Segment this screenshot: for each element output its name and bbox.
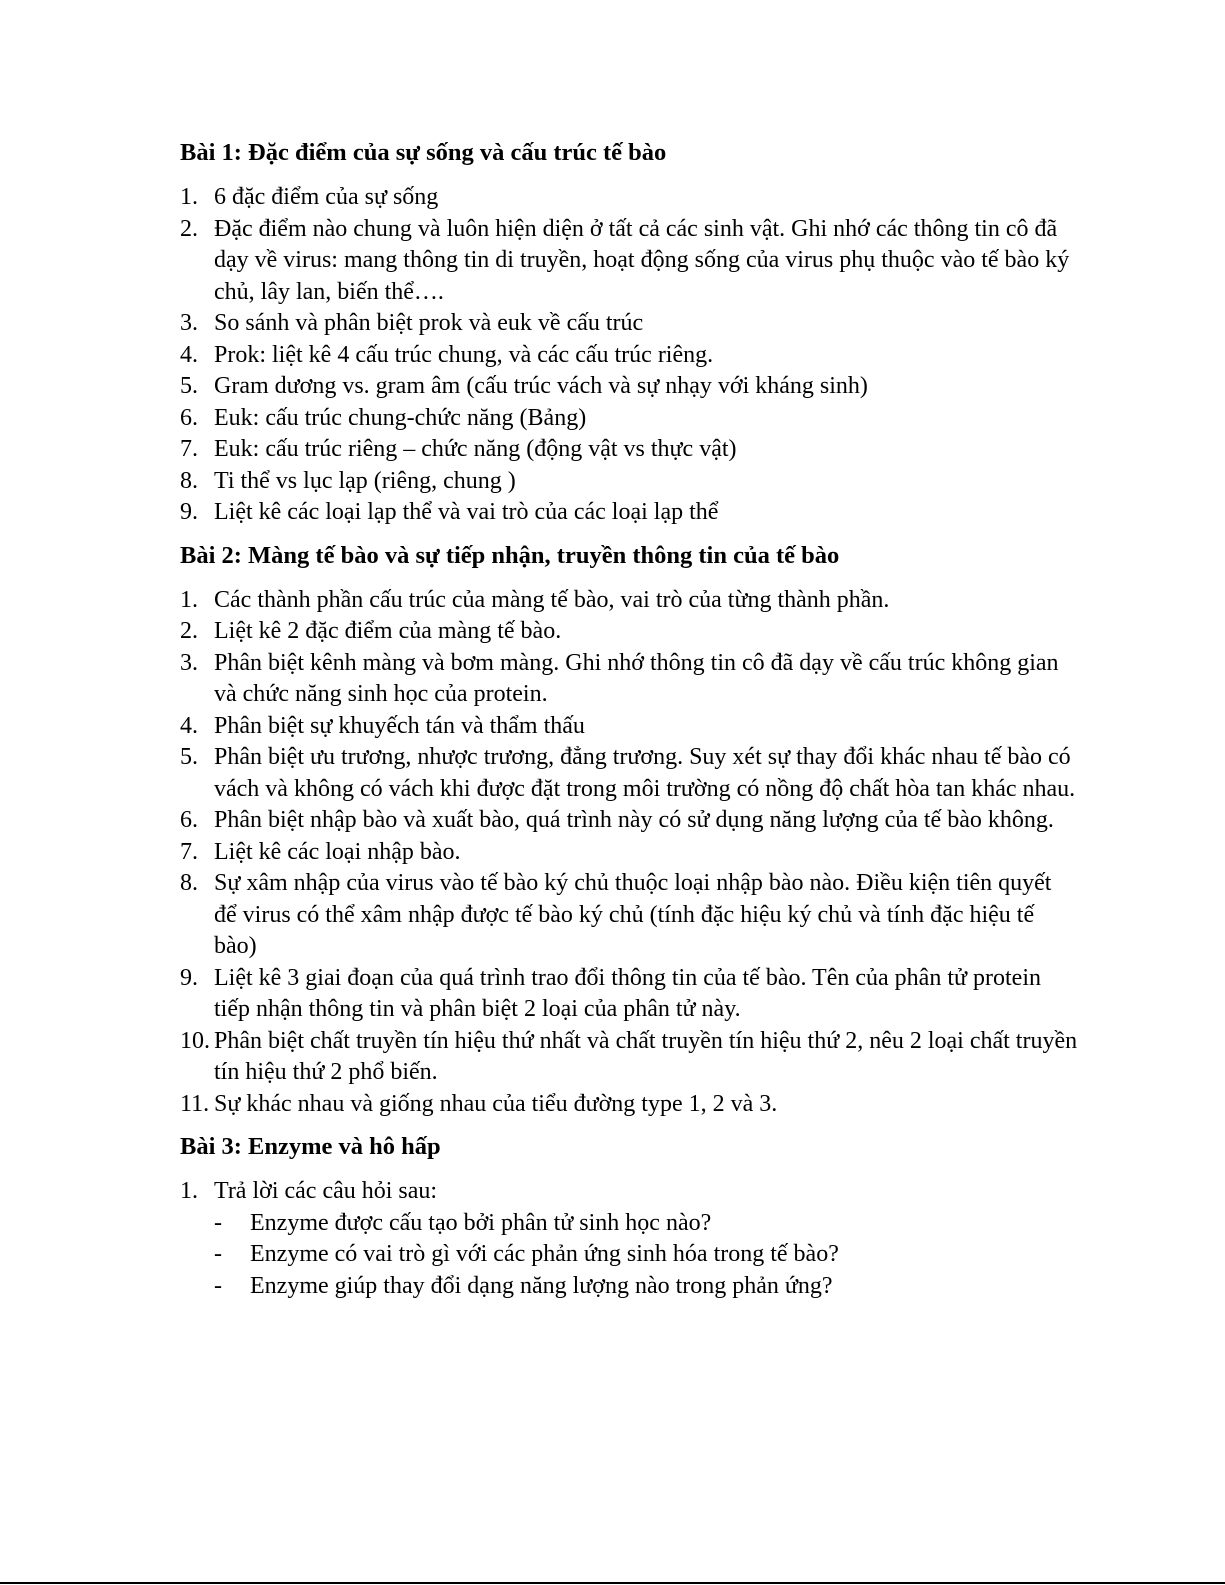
list-item [180, 805, 1080, 837]
section-2-title: Bài 2: Màng tế bào và sự tiếp nhận, truyền thông tin của tế bào [180, 541, 840, 569]
item-text: Gram dương vs. gram âm (cấu trúc vách và sự nhạy với kháng sinh) [214, 373, 868, 399]
sublist-item [214, 1208, 1080, 1240]
list-item [180, 182, 1080, 214]
list-item [180, 868, 1080, 963]
dash-bullet: - [214, 1209, 222, 1236]
list-item [180, 1026, 1080, 1089]
sublist-item-text: Enzyme có vai trò gì với các phản ứng sinh hóa trong tế bào? [250, 1241, 839, 1267]
list-item [180, 340, 1080, 372]
section-1-list [180, 182, 1080, 529]
list-item [180, 585, 1080, 617]
item-number: 1. [180, 586, 198, 613]
section-3-list [180, 1176, 1080, 1302]
item-number: 6. [180, 404, 198, 431]
sublist-item [214, 1239, 1080, 1271]
item-text: Prok: liệt kê 4 cấu trúc chung, và các cấu trúc riêng. [214, 341, 714, 368]
item-number: 1. [180, 1178, 198, 1204]
item-text: Liệt kê các loại lạp thể và vai trò của các loại lạp thể [214, 499, 719, 525]
list-item [180, 214, 1080, 309]
item-text: Đặc điểm nào chung và luôn hiện diện ở tất cả các sinh vật. Ghi nhớ các thông tin cô đã dạy về virus: mang thông tin di truyền, hoạt động sống của virus phụ thuộc vào tế bào ký chủ, lây lan, biến thể…. [214, 215, 1070, 305]
item-number: 8. [180, 467, 198, 494]
list-item [180, 742, 1080, 805]
list-item [180, 308, 1080, 340]
list-item [180, 497, 1080, 529]
dash-bullet: - [214, 1241, 222, 1267]
sublist-item [214, 1271, 1080, 1303]
item-text: Sự khác nhau và giống nhau của tiểu đường type 1, 2 và 3. [214, 1090, 778, 1117]
item-number: 8. [180, 870, 198, 896]
item-text: Euk: cấu trúc chung-chức năng (Bảng) [214, 404, 587, 431]
item-number: 3. [180, 649, 198, 676]
list-item [180, 616, 1080, 648]
item-number: 6. [180, 807, 198, 833]
item-number: 2. [180, 215, 198, 242]
list-item [180, 403, 1080, 435]
item-text: Phân biệt kênh màng và bơm màng. Ghi nhớ thông tin cô đã dạy về cấu trúc không gian và chức năng sinh học của protein. [214, 649, 1059, 707]
dash-bullet: - [214, 1272, 222, 1299]
section-1-title: Bài 1: Đặc điểm của sự sống và cấu trúc tế bào [180, 139, 667, 166]
list-item [180, 1089, 1080, 1121]
item-text: Liệt kê các loại nhập bào. [214, 838, 461, 865]
item-number: 4. [180, 341, 198, 368]
item-text: Euk: cấu trúc riêng – chức năng (động vật vs thực vật) [214, 436, 737, 462]
item-text: Ti thể vs lục lạp (riêng, chung ) [214, 467, 516, 494]
item-text: 6 đặc điểm của sự sống [214, 184, 439, 210]
item-text: Liệt kê 2 đặc điểm của màng tế bào. [214, 618, 562, 644]
list-item [180, 963, 1080, 1026]
list-item [180, 837, 1080, 869]
item-number: 7. [180, 436, 198, 462]
item-number: 5. [180, 744, 198, 770]
item-text: Phân biệt ưu trương, nhược trương, đẳng trương. Suy xét sự thay đổi khác nhau tế bào có vách và không có vách khi được đặt trong môi trường có nồng độ chất hòa tan khác nhau. [214, 744, 1076, 802]
list-item [180, 648, 1080, 711]
item-number: 2. [180, 618, 198, 644]
item-text: Phân biệt sự khuyếch tán và thẩm thấu [214, 712, 585, 739]
item-text: Phân biệt nhập bào và xuất bào, quá trình này có sử dụng năng lượng của tế bào không. [214, 807, 1054, 833]
list-item [180, 371, 1080, 403]
item-number: 4. [180, 712, 198, 739]
list-item [180, 434, 1080, 466]
item-number: 11. [180, 1090, 210, 1117]
section-2-list [180, 585, 1080, 1121]
item-text: Liệt kê 3 giai đoạn của quá trình trao đổi thông tin của tế bào. Tên của phân tử protein tiếp nhận thông tin và phân biệt 2 loại của phân tử này. [214, 964, 1041, 1022]
item-text: So sánh và phân biệt prok và euk về cấu trúc [214, 310, 644, 336]
item-number: 5. [180, 373, 198, 399]
item-number: 9. [180, 499, 198, 525]
list-item [180, 711, 1080, 743]
item-number: 10. [180, 1027, 210, 1054]
item-number: 7. [180, 838, 198, 865]
section-3-title: Bài 3: Enzyme và hô hấp [180, 1133, 441, 1160]
item-text: Trả lời các câu hỏi sau: [214, 1178, 438, 1204]
item-text: Sự xâm nhập của virus vào tế bào ký chủ thuộc loại nhập bào nào. Điều kiện tiên quyết để virus có thể xâm nhập được tế bào ký chủ (tính đặc hiệu ký chủ và tính đặc hiệu tế bào) [214, 870, 1052, 959]
sublist-item-text: Enzyme được cấu tạo bởi phân tử sinh học nào? [250, 1209, 712, 1236]
page-bottom-border [0, 1582, 1225, 1584]
document-content [180, 138, 1080, 1314]
item-number: 3. [180, 310, 198, 336]
item-text: Phân biệt chất truyền tín hiệu thứ nhất và chất truyền tín hiệu thứ 2, nêu 2 loại chất truyền tín hiệu thứ 2 phổ biến. [214, 1027, 1078, 1085]
sublist-item-text: Enzyme giúp thay đổi dạng năng lượng nào trong phản ứng? [250, 1272, 833, 1299]
item-text: Các thành phần cấu trúc của màng tế bào, vai trò của từng thành phần. [214, 586, 890, 613]
item-number: 9. [180, 964, 198, 991]
item-number: 1. [180, 184, 198, 210]
list-item [180, 466, 1080, 498]
list-item [180, 1176, 1080, 1302]
question-sublist [214, 1208, 1080, 1303]
